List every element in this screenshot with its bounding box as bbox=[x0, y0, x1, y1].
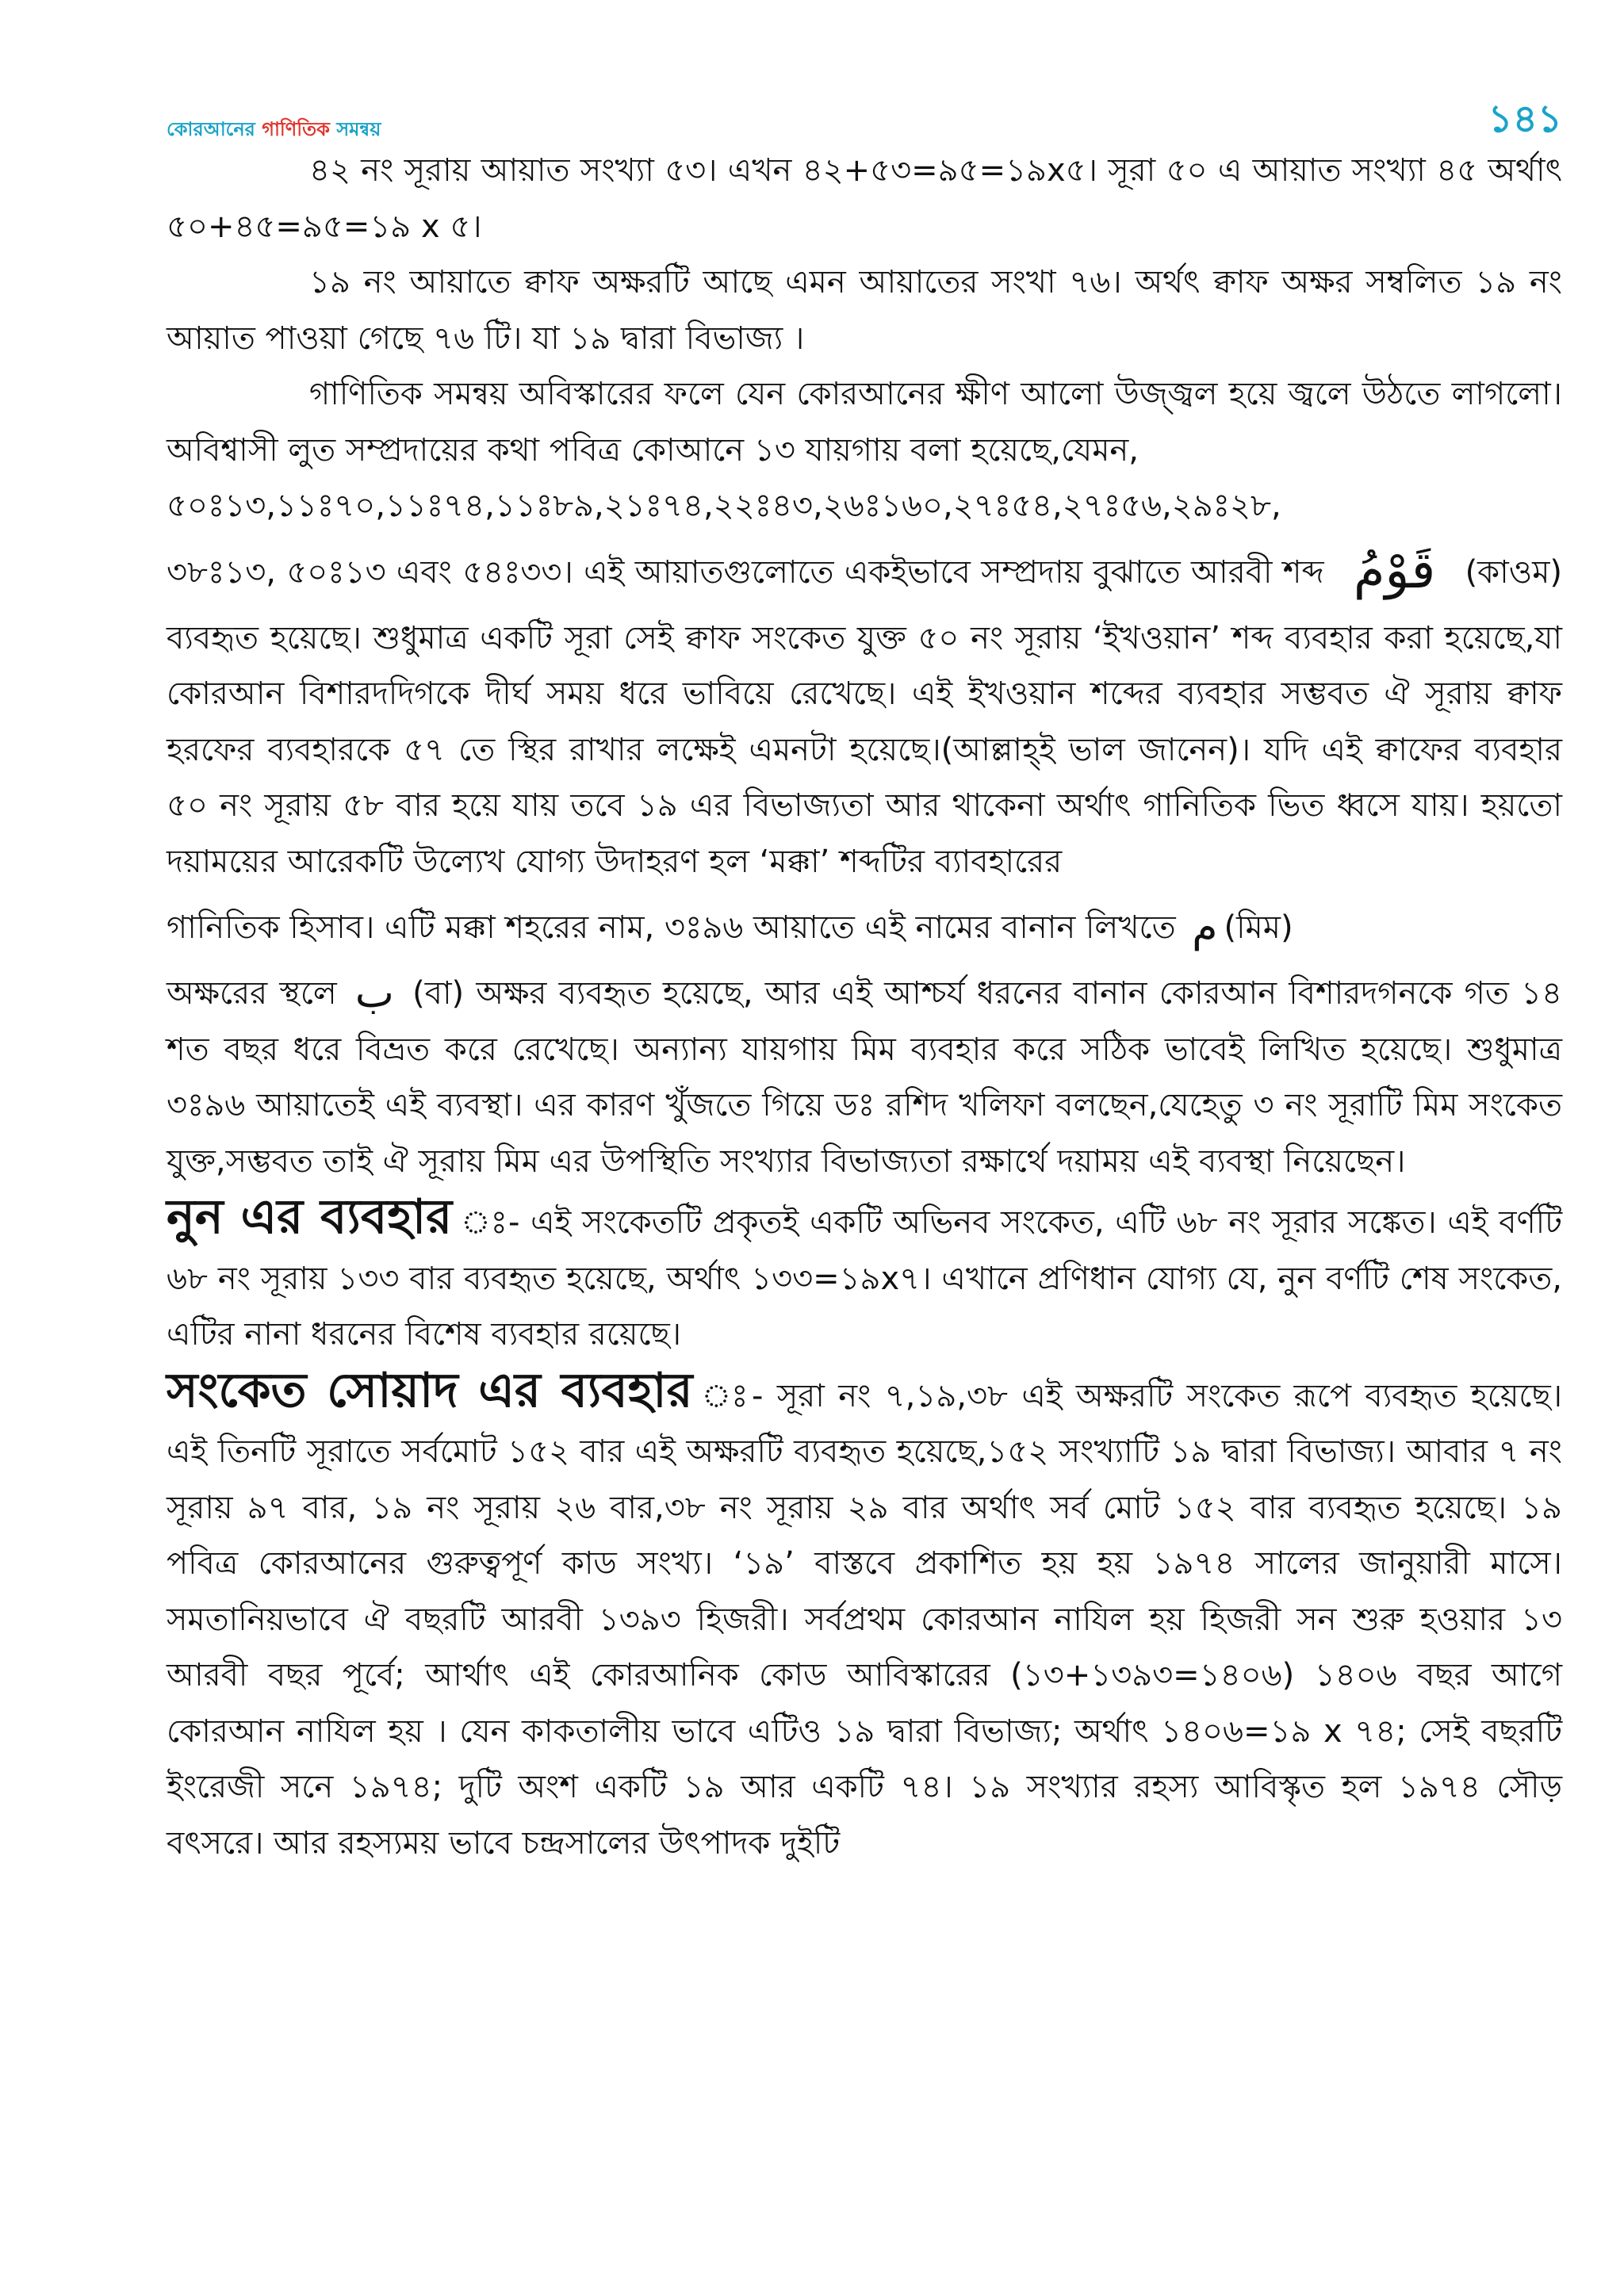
paragraph-4 bbox=[167, 534, 1562, 890]
saad-body: ঃ- সূরা নং ৭,১৯,৩৮ এই অক্ষরটি সংকেত রূপে ব্যবহৃত হয়েছে। এই তিনটি সূরাতে সর্বমোট ১৫২ বার এই অক্ষরটি ব্যবহৃত হয়েছে,১৫২ সংখ্যাটি ১৯ দ্বারা বিভাজ্য। আবার ৭ নং সূরায় ৯৭ বার, ১৯ নং সূরায় ২৬ বার,৩৮ নং সূরায় ২৯ বার অর্থাৎ সর্ব মোট ১৫২ বার ব্যবহৃত হয়েছে। ১৯ পবিত্র কোরআনের গুরুত্বপূর্ণ কাড সংখ্য। ‘১৯’ বাস্তবে প্রকাশিত হয় হয় ১৯৭৪ সালের জানুয়ারী মাসে। সমতানিয়ভাবে ঐ বছরটি আরবী ১৩৯৩ হিজরী। সর্বপ্রথম কোরআন নাযিল হয় হিজরী সন শুরু হওয়ার ১৩ আরবী বছর পূর্বে; আর্থাৎ এই কোরআনিক কোড আবিস্কারের (১৩+১৩৯৩=১৪০৬) ১৪০৬ বছর আগে কোরআন নাযিল হয় । যেন কাকতালীয় ভাবে এটিও ১৯ দ্বারা বিভাজ্য; অর্থাৎ ১৪০৬=১৯ x ৭৪; সেই বছরটি ইংরেজী সনে ১৯৭৪; দুটি অংশ একটি ১৯ আর একটি ৭৪। ১৯ সংখ্যার রহস্য আবিস্কৃত হল ১৯৭৪ সৌড় বৎসরে। আর রহস্যময় ভাবে চন্দ্রসালের উৎপাদক দুইটি bbox=[167, 1377, 1563, 1862]
saad-heading: সংকেত সোয়াদ এর ব্যবহার bbox=[167, 1362, 693, 1418]
word-label: শব্দ bbox=[1282, 553, 1324, 591]
body-text bbox=[167, 143, 1562, 1871]
running-title-part2: গাণিতিক bbox=[262, 118, 337, 140]
nun-body: ঃ- এই সংকেতটি প্রকৃতই একটি অভিনব সংকেত, এটি ৬৮ নং সূরার সঙ্কেত। এই বর্ণটি ৬৮ নং সূরায় ১৩৩ বার ব্যবহৃত হয়েছে, অর্থাৎ ১৩৩=১৯x৭। এখানে প্রণিধান যোগ্য যে, নুন বর্ণটি শেষ সংকেত, এটির নানা ধরনের বিশেষ ব্যবহার রয়েছে। bbox=[167, 1204, 1562, 1353]
mim-label: (মিম) bbox=[1224, 909, 1293, 946]
arabic-letter-mim: م bbox=[1192, 904, 1218, 951]
running-title bbox=[167, 117, 381, 141]
arabic-word-qawm: قَوْمُ bbox=[1353, 541, 1436, 600]
paragraph-6-start: অক্ষরের স্থলে bbox=[167, 975, 337, 1012]
page-header bbox=[167, 86, 1562, 141]
saad-section bbox=[167, 1363, 1562, 1872]
nun-section bbox=[167, 1189, 1562, 1363]
running-title-part3: সমন্বয় bbox=[336, 118, 381, 140]
paragraph-3: গাণিতিক সমন্বয় অবিস্কারের ফলে যেন কোরআনের ক্ষীণ আলো উজ্জ্বল হয়ে জ্বলে উঠতে লাগলো। অবিশ্বাসী লুত সম্প্রদায়ের কথা পবিত্র কোআনে ১৩ যায়গায় বলা হয়েছে,যেমন, bbox=[167, 376, 1562, 469]
paragraph-4-text: ৩৮ঃ১৩, ৫০ঃ১৩ এবং ৫৪ঃ৩৩। এই আয়াতগুলোতে একইভাবে সম্প্রদায় বুঝাতে আরবী bbox=[167, 553, 1273, 591]
paragraph-4-continued: (কাওম) ব্যবহৃত হয়েছে। শুধুমাত্র একটি সূরা সেই ক্বাফ সংকেত যুক্ত ৫০ নং সূরায় ‘ইখওয়ান’ শব্দ ব্যবহার করা হয়েছে,যা কোরআন বিশারদদিগকে দীর্ঘ সময় ধরে ভাবিয়ে রেখেছে। এই ইখওয়ান শব্দের ব্যবহার সম্ভবত ঐ সূরায় ক্বাফ হরফের ব্যবহারকে ৫৭ তে স্থির রাখার লক্ষেই এমনটা হয়েছে।(আল্লাহ্ই ভাল জানেন)। যদি এই ক্বাফের ব্যবহার ৫০ নং সূরায় ৫৮ বার হয়ে যায় তবে ১৯ এর বিভাজ্যতা আর থাকেনা অর্থাৎ গানিতিক ভিত ধ্বসে যায়। হয়তো দয়াময়ের আরেকটি উল্যেখ যোগ্য উদাহরণ হল ‘মক্কা’ শব্দটির ব্যাবহারের bbox=[167, 553, 1563, 880]
verse-reference-list: ৫০ঃ১৩,১১ঃ৭০,১১ঃ৭৪,১১ঃ৮৯,২১ঃ৭৪,২২ঃ৪৩,২৬ঃ১৬০,২৭ঃ৫৪,২৭ঃ৫৬,২৯ঃ২৮, bbox=[167, 488, 1281, 524]
page-number: ১৪১ bbox=[1488, 97, 1562, 141]
running-title-part1: কোরআনের bbox=[167, 118, 262, 140]
paragraph-5-text: গানিতিক হিসাব। এটি মক্কা শহরের নাম, ৩ঃ৯৬ আয়াতে এই নামের বানান লিখতে bbox=[167, 909, 1176, 946]
paragraph-2: ১৯ নং আয়াতে ক্বাফ অক্ষরটি আছে এমন আয়াতের সংখা ৭৬। অর্থৎ ক্বাফ অক্ষর সম্বলিত ১৯ নং আয়াত পাওয়া গেছে ৭৬ টি। যা ১৯ দ্বারা বিভাজ্য । bbox=[167, 264, 1562, 357]
paragraph-6 bbox=[167, 966, 1562, 1189]
nun-heading: নুন এর ব্যবহার bbox=[167, 1189, 453, 1245]
paragraph-5 bbox=[167, 890, 1562, 966]
paragraph-1: ৪২ নং সূরায় আয়াত সংখ্যা ৫৩। এখন ৪২+৫৩=৯৫=১৯x৫। সূরা ৫০ এ আয়াত সংখ্যা ৪৫ অর্থাৎ ৫০+৪৫=৯৫=১৯ x ৫। bbox=[167, 152, 1562, 245]
paragraph-6-rest: (বা) অক্ষর ব্যবহৃত হয়েছে, আর এই আশ্চর্য ধরনের বানান কোরআন বিশারদগনকে গত ১৪ শত বছর ধরে বিভ্রত করে রেখেছে। অন্যান্য যায়গায় মিম ব্যবহার করে সঠিক ভাবেই লিখিত হয়েছে। শুধুমাত্র ৩ঃ৯৬ আয়াতেই এই ব্যবস্থা। এর কারণ খুঁজতে গিয়ে ডঃ রশিদ খলিফা বলছেন,যেহেতু ৩ নং সূরাটি মিম সংকেত যুক্ত,সম্ভবত তাই ঐ সূরায় মিম এর উপস্থিতি সংখ্যার বিভাজ্যতা রক্ষার্থে দয়াময় এই ব্যবস্থা নিয়েছেন। bbox=[167, 975, 1563, 1180]
arabic-letter-ba: ب bbox=[354, 970, 394, 1017]
